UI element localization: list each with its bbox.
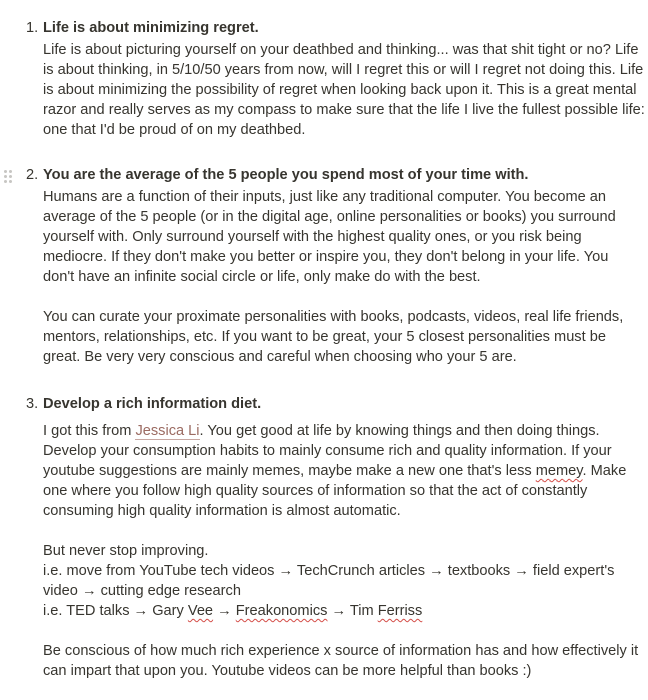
text-line[interactable]: consuming high quality information is almost automatic.	[43, 503, 401, 519]
misspelled-word[interactable]: Ferriss	[377, 603, 423, 619]
text-segment: . Make	[582, 463, 627, 479]
list-number: 1.	[26, 20, 39, 36]
text-line[interactable]: mediocre. If they don't make you better or inspire you, they don't belong in your life. You	[43, 249, 609, 265]
text-line[interactable]	[43, 601, 626, 621]
text-line[interactable]: You can curate your proximate personalities with books, podcasts, videos, real life friends,	[43, 309, 624, 325]
text-line[interactable]: average of the 5 people (or in the digital age, online personalities or books) you surround	[43, 209, 616, 225]
text-line[interactable]	[43, 421, 626, 441]
text-line[interactable]: great. Be very very conscious and careful when choosing who your 5 are.	[43, 349, 517, 365]
text-line[interactable]: i.e. move from YouTube tech videos → TechCrunch articles → textbooks → field expert's	[43, 563, 615, 579]
list-number: 3.	[26, 396, 39, 412]
text-line[interactable]: Life is about picturing yourself on your deathbed and thinking... was that shit tight or no? Life	[43, 42, 639, 58]
text-line[interactable]: Humans are a function of their inputs, just like any traditional computer. You become an	[43, 189, 606, 205]
item-heading[interactable]: You are the average of the 5 people you spend most of your time with.	[43, 167, 529, 183]
text-segment: . You get good at life by knowing things and then doing things.	[199, 423, 600, 439]
text-line[interactable]: can impart that upon you. Youtube videos can be more helpful than books :)	[43, 663, 532, 679]
text-line[interactable]	[43, 461, 626, 481]
text-line[interactable]: Be conscious of how much rich experience x source of information has and how effectively it	[43, 643, 639, 659]
misspelled-word[interactable]: Vee	[187, 603, 214, 619]
drag-handle-icon[interactable]	[4, 170, 14, 184]
text-line[interactable]: is about thinking, in 5/10/50 years from now, will I regret this or will I regret not doing this. Life	[43, 62, 644, 78]
text-line[interactable]: don't have an infinite social circle or life, only make do with the best.	[43, 269, 481, 285]
text-segment: →	[213, 603, 236, 619]
text-line[interactable]: razor and really serves as my compass to make sure that the life I live the fullest possible life:	[43, 102, 645, 118]
text-segment: youtube suggestions are mainly memes, maybe make a new one that's less	[43, 463, 536, 479]
misspelled-word[interactable]: Freakonomics	[235, 603, 328, 619]
item-heading[interactable]: Develop a rich information diet.	[43, 396, 262, 412]
text-line[interactable]: yourself with. Only surround yourself with the highest quality ones, or you risk being	[43, 229, 582, 245]
text-segment: i.e. TED talks → Gary	[43, 603, 188, 619]
list-number: 2.	[26, 167, 39, 183]
text-line[interactable]: mentors, relationships, etc. If you want to be great, your 5 closest personalities must be	[43, 329, 606, 345]
text-line[interactable]: video → cutting edge research	[43, 583, 241, 599]
mention-link[interactable]: Jessica Li	[135, 423, 200, 439]
text-segment: → Tim	[327, 603, 378, 619]
item-heading[interactable]: Life is about minimizing regret.	[43, 20, 259, 36]
text-segment: I got this from	[43, 423, 136, 439]
text-line[interactable]: But never stop improving.	[43, 543, 209, 559]
text-line[interactable]: one where you follow high quality sources of information so that the act of constantly	[43, 483, 588, 499]
text-line[interactable]: one that I'd be proud of on my deathbed.	[43, 122, 306, 138]
text-line[interactable]: Develop your consumption habits to mainly consume rich and quality information. If your	[43, 443, 612, 459]
misspelled-word[interactable]: memey	[535, 463, 583, 479]
text-line[interactable]: is about minimizing the possibility of regret when looking back upon it. This is a great mental	[43, 82, 637, 98]
